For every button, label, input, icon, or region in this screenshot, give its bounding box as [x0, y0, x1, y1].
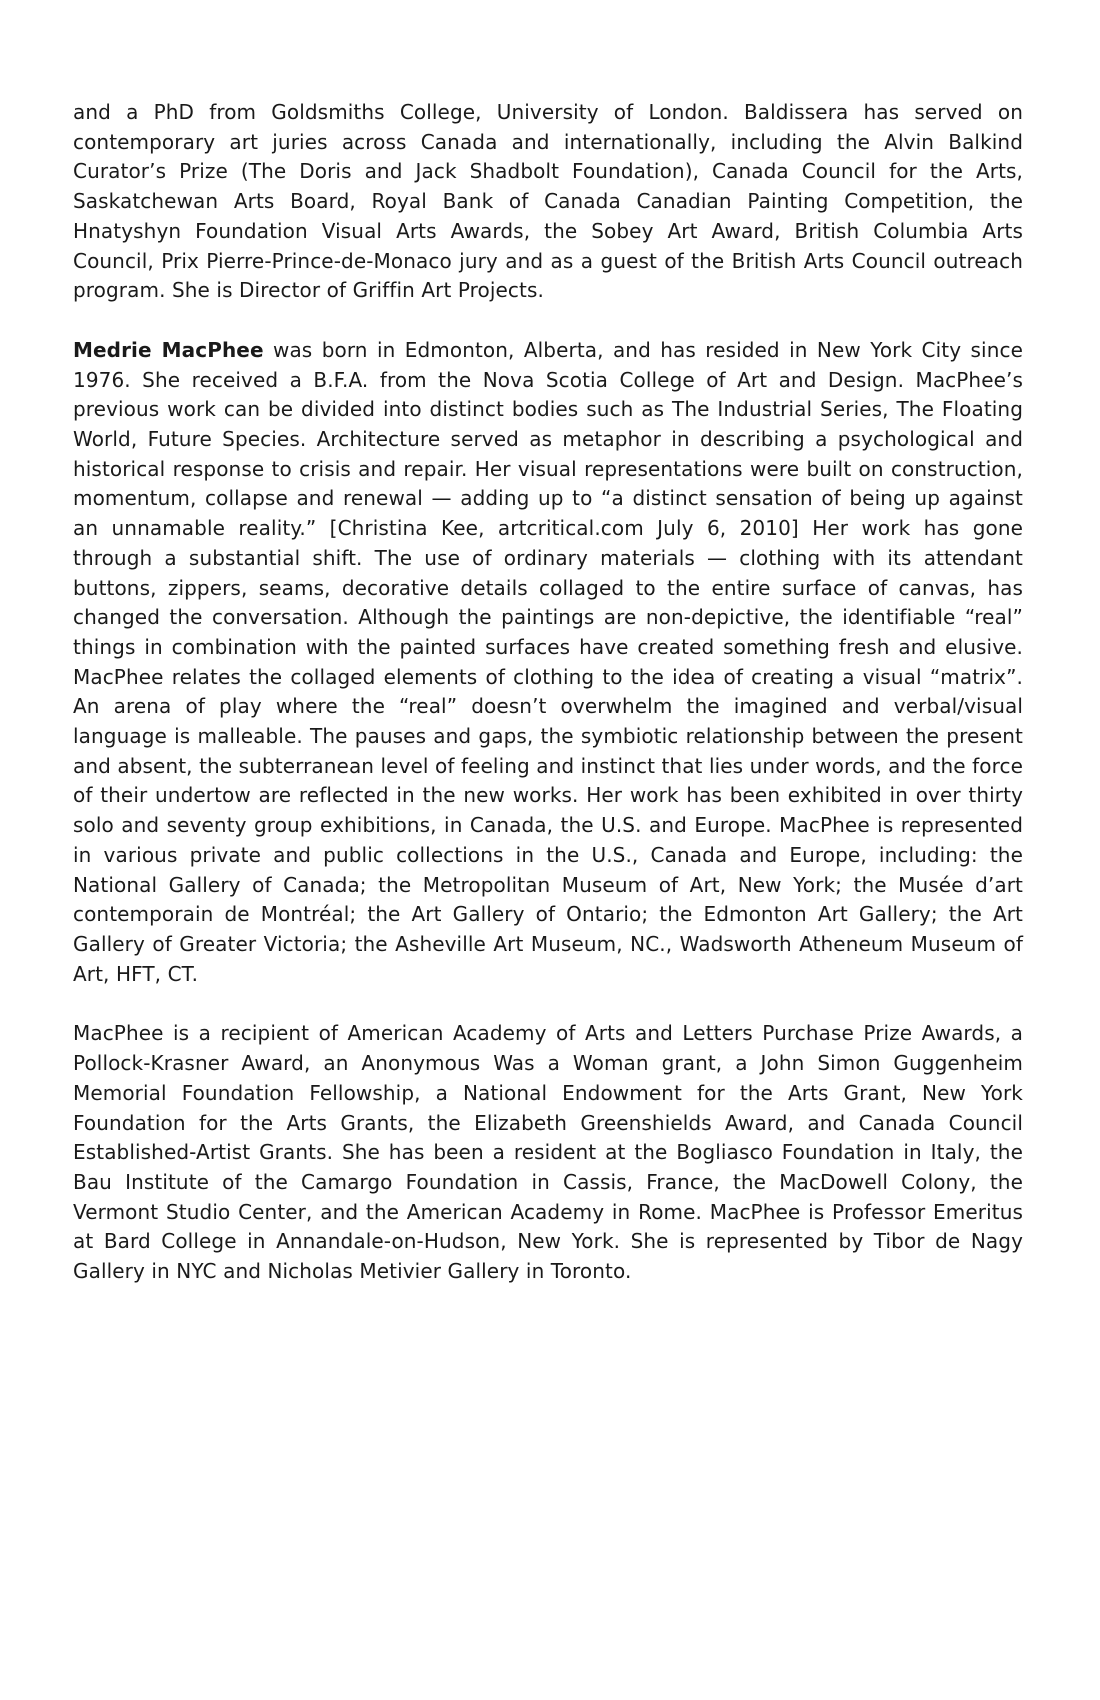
paragraph-baldissera-bio-continued: [73, 98, 1023, 306]
artist-name: Medrie MacPhee: [73, 337, 264, 362]
paragraph-macphee-bio: [73, 336, 1023, 989]
body-text-column: [73, 98, 1023, 1287]
paragraph-text: was born in Edmonton, Alberta, and has resided in New York City since 1976. She received a B.F.A. from the Nova Scotia College of Art and Design. MacPhee’s previous work can be divided into distinct bodies such as The Industrial Series, The Floating World, Future Species. Architecture served as metaphor in describing a psychological and historical response to crisis and repair. Her visual representations were built on construction, momentum, collapse and renewal — adding up to “a distinct sensation of being up against an unnamable reality.” [Christina Kee, artcritical.com July 6, 2010] Her work has gone through a substantial shift. The use of ordinary materials — clothing with its attendant buttons, zippers, seams, decorative details collaged to the entire surface of canvas, has changed the conversation. Although the paintings are non-depictive, the identifiable “real” things in combination with the painted surfaces have created something fresh and elusive. MacPhee relates the collaged elements of clothing to the idea of creating a visual “matrix”. An arena of play where the “real” doesn’t overwhelm the imagined and verbal/visual language is malleable. The pauses and gaps, the symbiotic relationship between the present and absent, the subterranean level of feeling and instinct that lies under words, and the force of their undertow are reflected in the new works. Her work has been exhibited in over thirty solo and seventy group exhibitions, in Canada, the U.S. and Europe. MacPhee is represented in various private and public collections in the U.S., Canada and Europe, including: the National Gallery of Canada; the Metropolitan Museum of Art, New York; the Musée d’art contemporain de Montréal; the Art Gallery of Ontario; the Edmonton Art Gallery; the Art Gallery of Greater Victoria; the Asheville Art Museum, NC., Wadsworth Atheneum Museum of Art, HFT, CT.: [73, 337, 1023, 986]
paragraph-text: MacPhee is a recipient of American Academy of Arts and Letters Purchase Prize Awards, a Pollock-Krasner Award, an Anonymous Was a Woman grant, a John Simon Guggenheim Memorial Foundation Fellowship, a National Endowment for the Arts Grant, New York Foundation for the Arts Grants, the Elizabeth Greenshields Award, and Canada Council Established-Artist Grants. She has been a resident at the Bogliasco Foundation in Italy, the Bau Institute of the Camargo Foundation in Cassis, France, the MacDowell Colony, the Vermont Studio Center, and the American Academy in Rome. MacPhee is Professor Emeritus at Bard College in Annandale-on-Hudson, New York. She is represented by Tibor de Nagy Gallery in NYC and Nicholas Metivier Gallery in Toronto.: [73, 1021, 1023, 1284]
paragraph-macphee-awards: [73, 1019, 1023, 1286]
paragraph-text: and a PhD from Goldsmiths College, University of London. Baldissera has served on contemporary art juries across Canada and internationally, including the Alvin Balkind Curator’s Prize (The Doris and Jack Shadbolt Foundation), Canada Council for the Arts, Saskatchewan Arts Board, Royal Bank of Canada Canadian Painting Competition, the Hnatyshyn Foundation Visual Arts Awards, the Sobey Art Award, British Columbia Arts Council, Prix Pierre-Prince-de-Monaco jury and as a guest of the British Arts Council outreach program. She is Director of Griffin Art Projects.: [73, 100, 1023, 303]
